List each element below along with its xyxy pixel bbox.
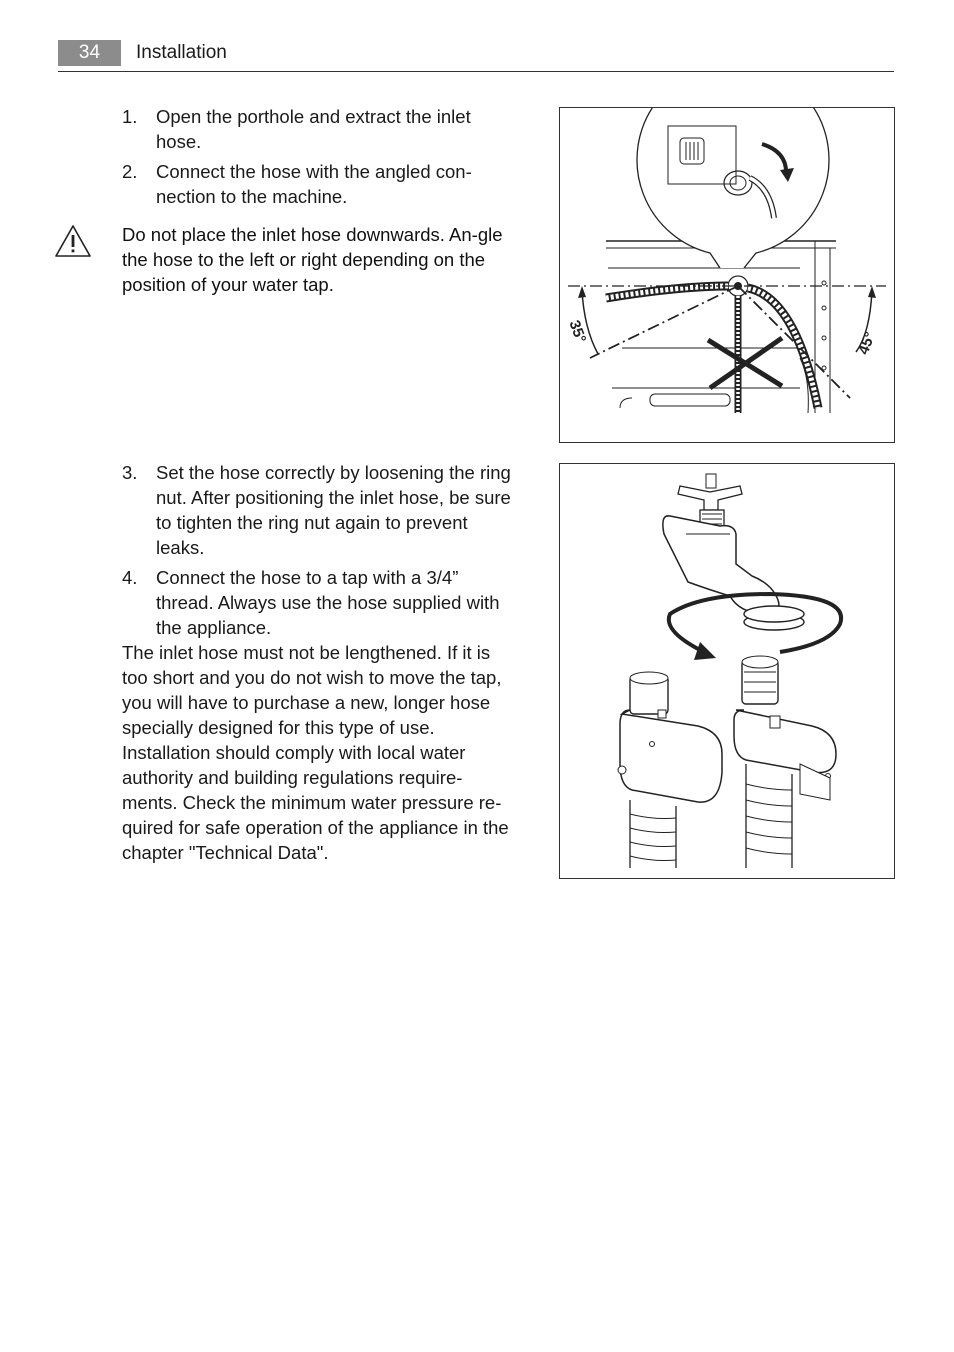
page-header xyxy=(58,40,894,72)
step-number: 4. xyxy=(122,567,138,588)
step-text: Set the hose correctly by loosening the ring nut. After positioning the inlet hose, be sure to tighten the ring nut again to prevent leaks. xyxy=(156,462,511,558)
step-text: Connect the hose with the angled con-nection to the machine. xyxy=(156,161,472,207)
steps-list-b xyxy=(122,460,517,865)
section-title: Installation xyxy=(136,42,227,63)
angle-label-right: 45° xyxy=(855,329,879,357)
hose-length-paragraph: The inlet hose must not be lengthened. If it is too short and you do not wish to move the tap, you will have to purchase a new, longer hose specially designed for this type of use. Installation should comply with local water authority and building regulations require-ments. Check the minimum water pressure re-quired for safe operation of the appliance in the chapter "Technical Data". xyxy=(122,642,509,863)
steps-list-a xyxy=(122,104,517,214)
warning-text: Do not place the inlet hose downwards. An-gle the hose to the left or right depending on the position of your water tap. xyxy=(122,224,503,295)
angle-label-left: 35° xyxy=(565,318,590,346)
step-text: Connect the hose to a tap with a 3/4” thread. Always use the hose supplied with the appliance. xyxy=(156,567,500,638)
page-number: 34 xyxy=(58,40,121,66)
step-2 xyxy=(122,159,517,209)
hose-connection-illustration xyxy=(560,108,894,442)
step-3 xyxy=(122,460,517,560)
step-number: 3. xyxy=(122,462,138,483)
hose-connection-figure xyxy=(559,107,895,443)
step-text: Open the porthole and extract the inlet hose. xyxy=(156,106,471,152)
tap-connection-figure xyxy=(559,463,895,879)
step-number: 2. xyxy=(122,161,138,182)
tap-connection-illustration xyxy=(560,464,894,878)
warning-triangle-icon xyxy=(54,224,92,258)
step-number: 1. xyxy=(122,106,138,127)
step-1 xyxy=(122,104,517,154)
step-4 xyxy=(122,565,517,640)
